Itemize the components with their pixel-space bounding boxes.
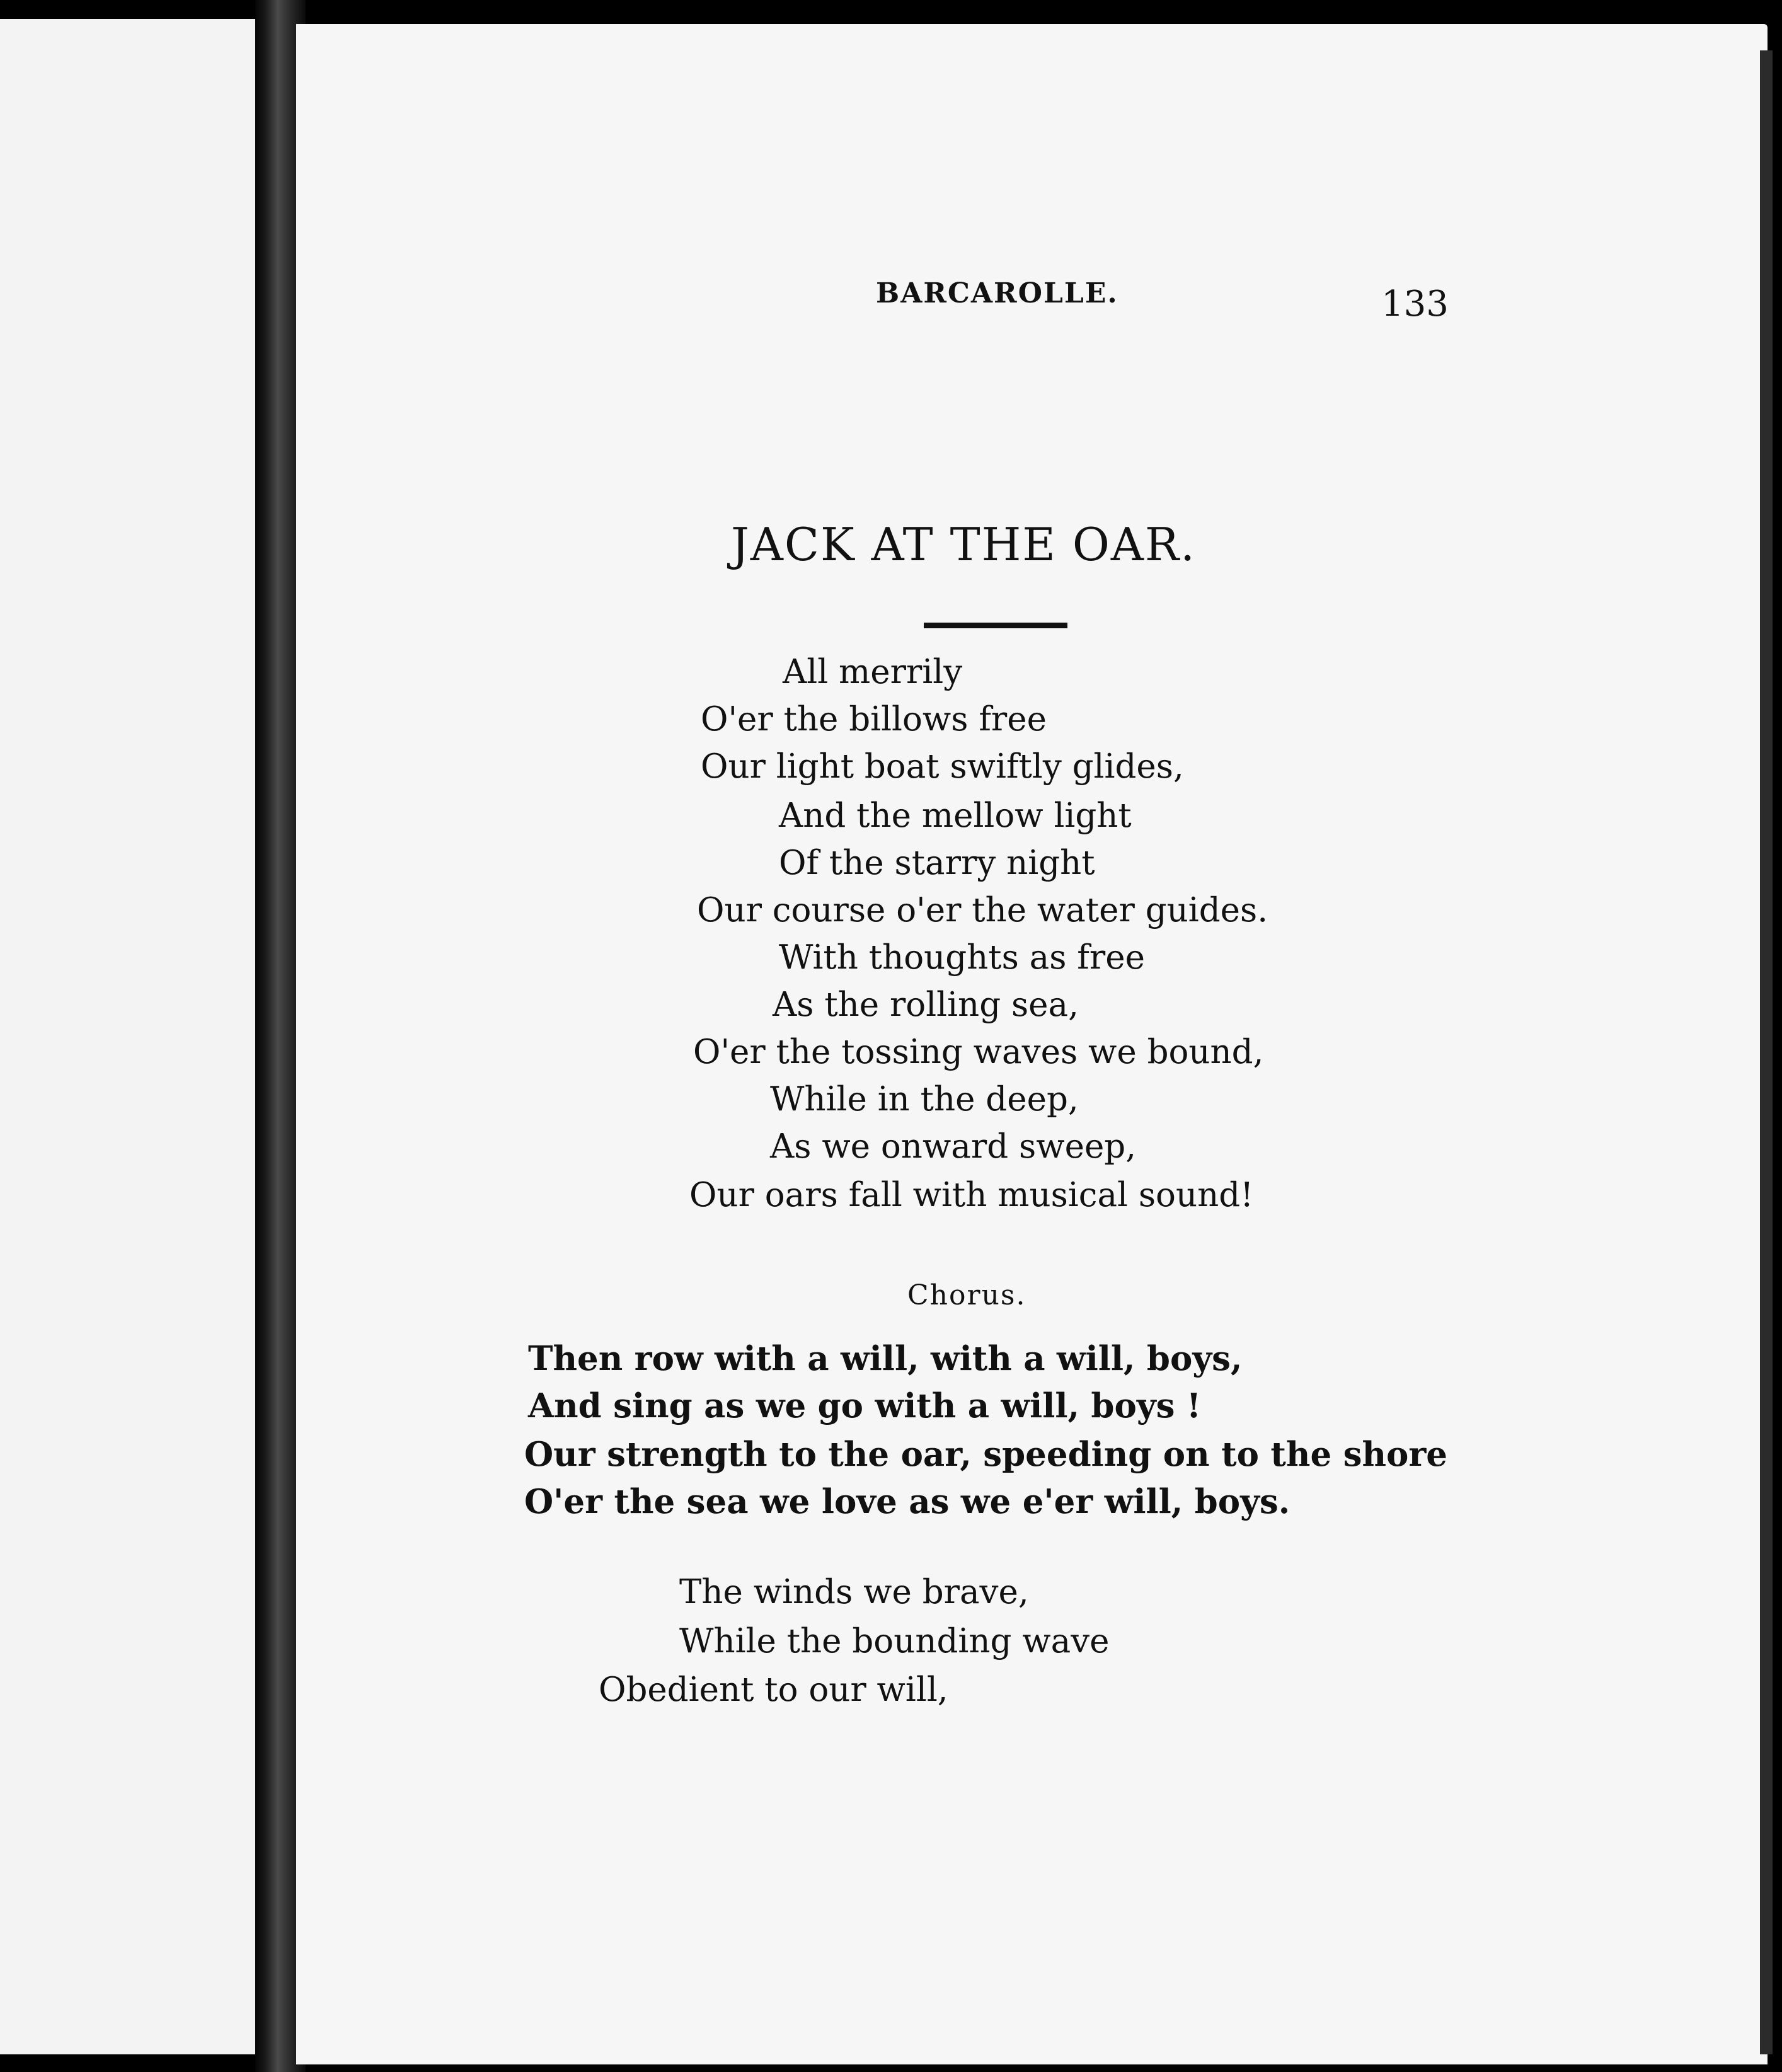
verse-line: While in the deep, bbox=[770, 1080, 1079, 1119]
verse-line: While the bounding wave bbox=[679, 1622, 1110, 1660]
chorus-line: And sing as we go with a will, boys ! bbox=[528, 1386, 1202, 1425]
verse-line: With thoughts as free bbox=[779, 938, 1145, 977]
verse-line: O'er the tossing waves we bound, bbox=[693, 1033, 1264, 1071]
left-page bbox=[0, 19, 255, 2054]
title-rule bbox=[924, 623, 1067, 628]
verse-line: Our light boat swiftly glides, bbox=[701, 747, 1184, 786]
verse-line: The winds we brave, bbox=[679, 1573, 1029, 1611]
verse-line: As the rolling sea, bbox=[773, 986, 1079, 1024]
verse-line: Our course o'er the water guides. bbox=[697, 891, 1268, 930]
chorus-heading: Chorus. bbox=[907, 1279, 1026, 1311]
verse-line: As we onward sweep, bbox=[770, 1127, 1137, 1166]
verse-line: Our oars fall with musical sound! bbox=[689, 1176, 1254, 1214]
page-number: 133 bbox=[1381, 284, 1449, 325]
chorus-line: Then row with a will, with a will, boys, bbox=[528, 1339, 1243, 1378]
running-head: BARCAROLLE. bbox=[876, 277, 1118, 309]
verse-line: O'er the billows free bbox=[701, 700, 1047, 739]
verse-line: Of the starry night bbox=[779, 844, 1095, 882]
chorus-line: O'er the sea we love as we e'er will, boys. bbox=[524, 1482, 1291, 1521]
page-edge bbox=[1760, 50, 1773, 2054]
chorus-line: Our strength to the oar, speeding on to the shore bbox=[524, 1435, 1447, 1474]
poem-title: JACK AT THE OAR. bbox=[731, 518, 1196, 571]
verse-line: And the mellow light bbox=[779, 797, 1132, 835]
verse-line: Obedient to our will, bbox=[599, 1671, 948, 1709]
verse-line: All merrily bbox=[783, 653, 963, 691]
